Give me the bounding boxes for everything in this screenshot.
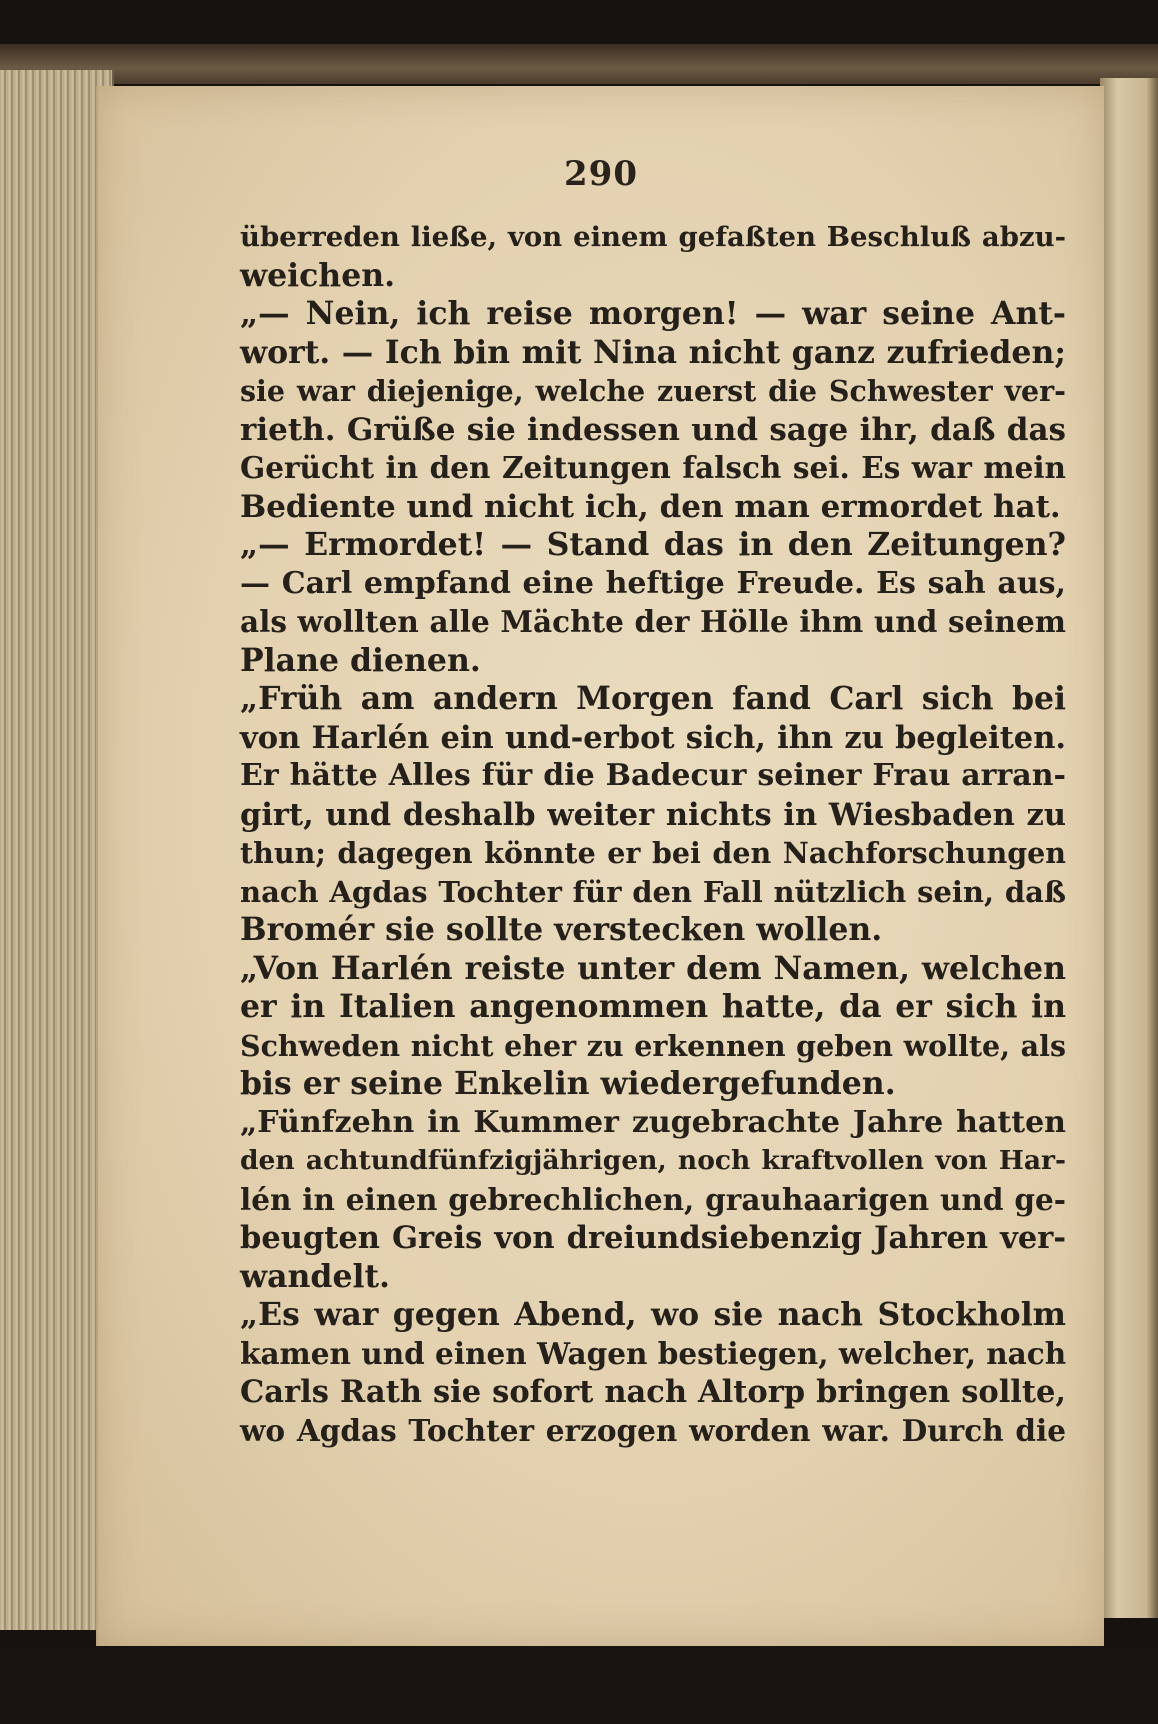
text-line: „— Nein, ich reise morgen! — war seine Ant- — [240, 295, 1066, 332]
text-line: girt, und deshalb weiter nichts in Wiesbaden zu — [240, 796, 1066, 833]
text-line: „Fünfzehn in Kummer zugebrachte Jahre hatten — [240, 1104, 1066, 1140]
text-line: den achtundfünfzigjährigen, noch kraftvollen von Har- — [240, 1145, 1066, 1176]
text-line: überreden ließe, von einem gefaßten Beschluß abzu- — [240, 221, 1066, 253]
text-line: Carls Rath sie sofort nach Altorp bringen sollte, — [240, 1374, 1066, 1410]
text-line: Schweden nicht eher zu erkennen geben wollte, als — [240, 1028, 1066, 1063]
text-line: „— Ermordet! — Stand das in den Zeitungen? — [240, 526, 1066, 563]
text-line: Bromér sie sollte verstecken wollen. — [240, 911, 883, 948]
text-line: — Carl empfand eine heftige Freude. Es sah aus, — [240, 565, 1066, 601]
page-stack-right — [1100, 78, 1158, 1618]
book-page — [96, 86, 1104, 1646]
text-line: thun; dagegen könnte er bei den Nachforschungen — [240, 836, 1066, 870]
text-line: wo Agdas Tochter erzogen worden war. Durch die — [240, 1412, 1066, 1448]
body-text — [240, 218, 1066, 1450]
text-line: Plane dienen. — [240, 641, 481, 679]
text-line: wort. — Ich bin mit Nina nicht ganz zufrieden; — [240, 333, 1066, 371]
text-line: er in Italien angenommen hatte, da er sich in — [240, 988, 1066, 1025]
text-line: als wollten alle Mächte der Hölle ihm und seinem — [240, 604, 1066, 639]
text-line: wandelt. — [240, 1257, 390, 1295]
text-line: Gerücht in den Zeitungen falsch sei. Es war mein — [240, 450, 1066, 485]
text-line: „Früh am andern Morgen fand Carl sich bei — [240, 680, 1066, 717]
text-line: bis er seine Enkelin wiedergefunden. — [240, 1065, 896, 1102]
text-line: kamen und einen Wagen bestiegen, welcher, nach — [240, 1335, 1067, 1371]
book-top-edge — [0, 44, 1158, 84]
text-line: rieth. Grüße sie indessen und sage ihr, daß das — [240, 411, 1066, 448]
text-line: „Es war gegen Abend, wo sie nach Stockholm — [240, 1296, 1066, 1333]
text-line: beugten Greis von dreiundsiebenzig Jahren ver- — [240, 1220, 1066, 1256]
text-line: „Von Harlén reiste unter dem Namen, welchen — [240, 949, 1066, 987]
text-line: Bediente und nicht ich, den man ermordet hat. — [240, 488, 1061, 525]
text-line: Er hätte Alles für die Badecur seiner Frau arran- — [240, 758, 1066, 793]
text-line: sie war diejenige, welche zuerst die Schwester ver- — [240, 374, 1066, 408]
text-line: von Harlén ein und-erbot sich, ihn zu begleiten. — [240, 719, 1066, 756]
text-line: weichen. — [240, 256, 396, 294]
text-line: lén in einen gebrechlichen, grauhaarigen und ge- — [240, 1181, 1066, 1217]
text-line: nach Agdas Tochter für den Fall nützlich sein, daß — [240, 874, 1066, 909]
page-number: 290 — [564, 154, 638, 194]
bottom-shadow — [0, 1646, 1158, 1724]
